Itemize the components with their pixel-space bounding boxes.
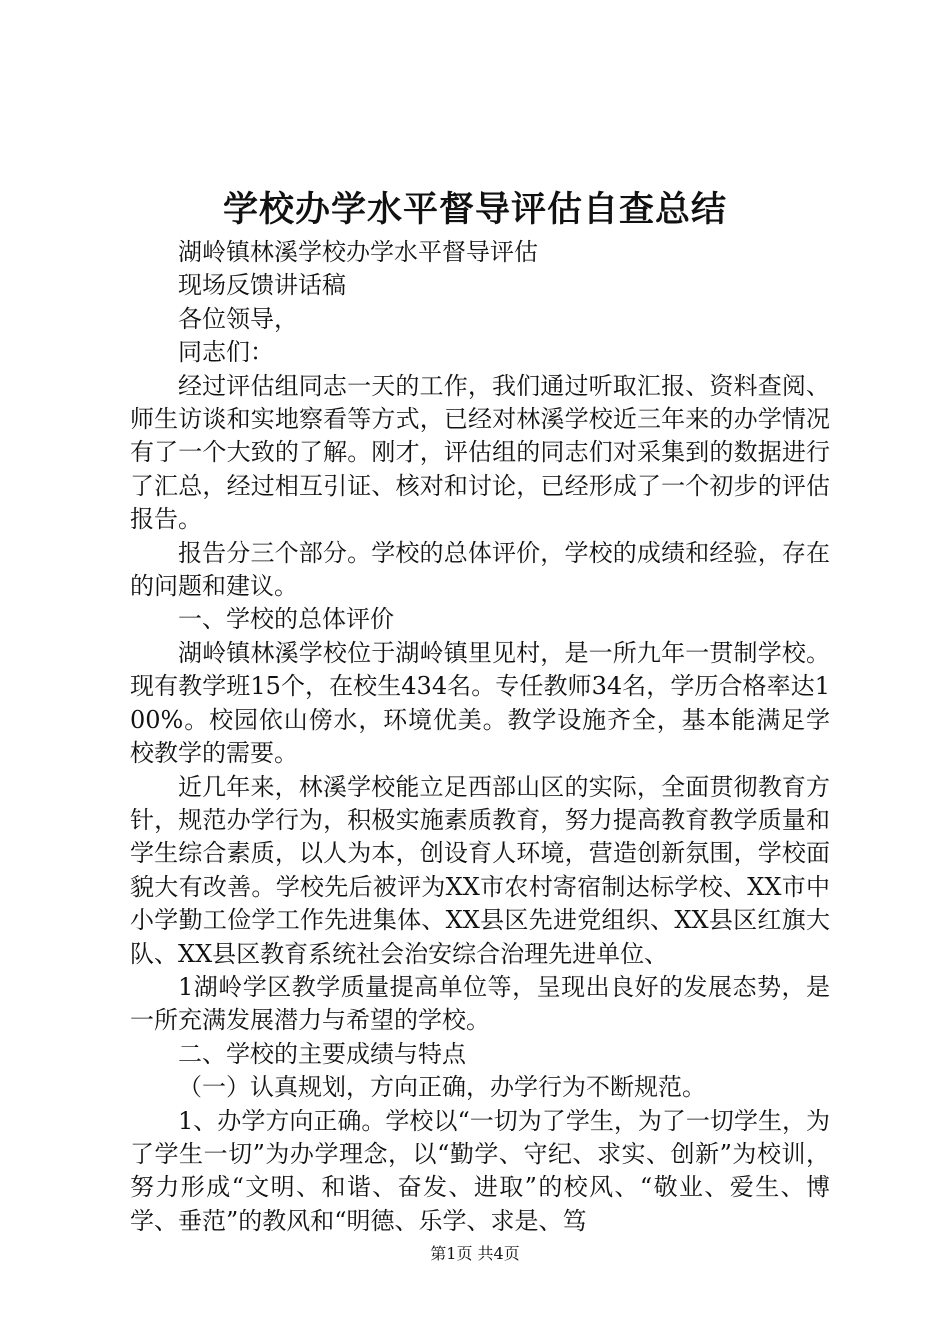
- paragraph-subtitle-1: 湖岭镇林溪学校办学水平督导评估: [178, 238, 538, 266]
- paragraph-recent-years: 近几年来，林溪学校能立足西部山区的实际，全面贯彻教育方针，规范办学行为，积极实施素质教育，努力提高教育教学质量和学生综合素质，以人为本，创设育人环境，营造创新氛围，学校面貌大有改善。学校先后被评为XX市农村寄宿制达标学校、XX市中小学勤工俭学工作先进集体、XX县区先进党组织、XX县区红旗大队、XX县区教育系统社会治安综合治理先进单位、: [130, 772, 830, 968]
- document-body: [130, 236, 830, 1238]
- paragraph-direction: 1、办学方向正确。学校以“一切为了学生，为了一切学生，为了学生一切”为办学理念，以“勤学、守纪、求实、创新”为校训，努力形成“文明、和谐、奋发、进取”的校风、“敬业、爱生、博学、垂范”的教风和“明德、乐学、求是、笃: [130, 1106, 830, 1235]
- subsection-heading-1: （一）认真规划，方向正确，办学行为不断规范。: [178, 1073, 706, 1102]
- document-title: 学校办学水平督导评估自查总结: [222, 190, 727, 230]
- paragraph-subtitle-2: 现场反馈讲话稿: [178, 271, 346, 300]
- paragraph-salutation-2: 同志们：: [178, 338, 274, 367]
- section-heading-1: 一、学校的总体评价: [178, 605, 394, 634]
- paragraph-development: 1湖岭学区教学质量提高单位等，呈现出良好的发展态势，是一所充满发展潜力与希望的学校。: [130, 972, 830, 1035]
- paragraph-salutation-1: 各位领导，: [178, 304, 298, 333]
- paragraph-report-parts: 报告分三个部分。学校的总体评价，学校的成绩和经验，存在的问题和建议。: [130, 538, 830, 601]
- paragraph-intro: 经过评估组同志一天的工作，我们通过听取汇报、资料查阅、师生访谈和实地察看等方式，已经对林溪学校近三年来的办学情况有了一个大致的了解。刚才，评估组的同志们对采集到的数据进行了汇总，经过相互引证、核对和讨论，已经形成了一个初步的评估报告。: [130, 371, 830, 534]
- section-heading-2: 二、学校的主要成绩与特点: [178, 1039, 466, 1068]
- paragraph-school-overview: 湖岭镇林溪学校位于湖岭镇里见村，是一所九年一贯制学校。现有教学班15个，在校生434名。专任教师34名，学历合格率达100%。校园依山傍水，环境优美。教学设施齐全，基本能满足学校教学的需要。: [130, 638, 830, 768]
- page-number: 第1页 共4页: [430, 1244, 520, 1263]
